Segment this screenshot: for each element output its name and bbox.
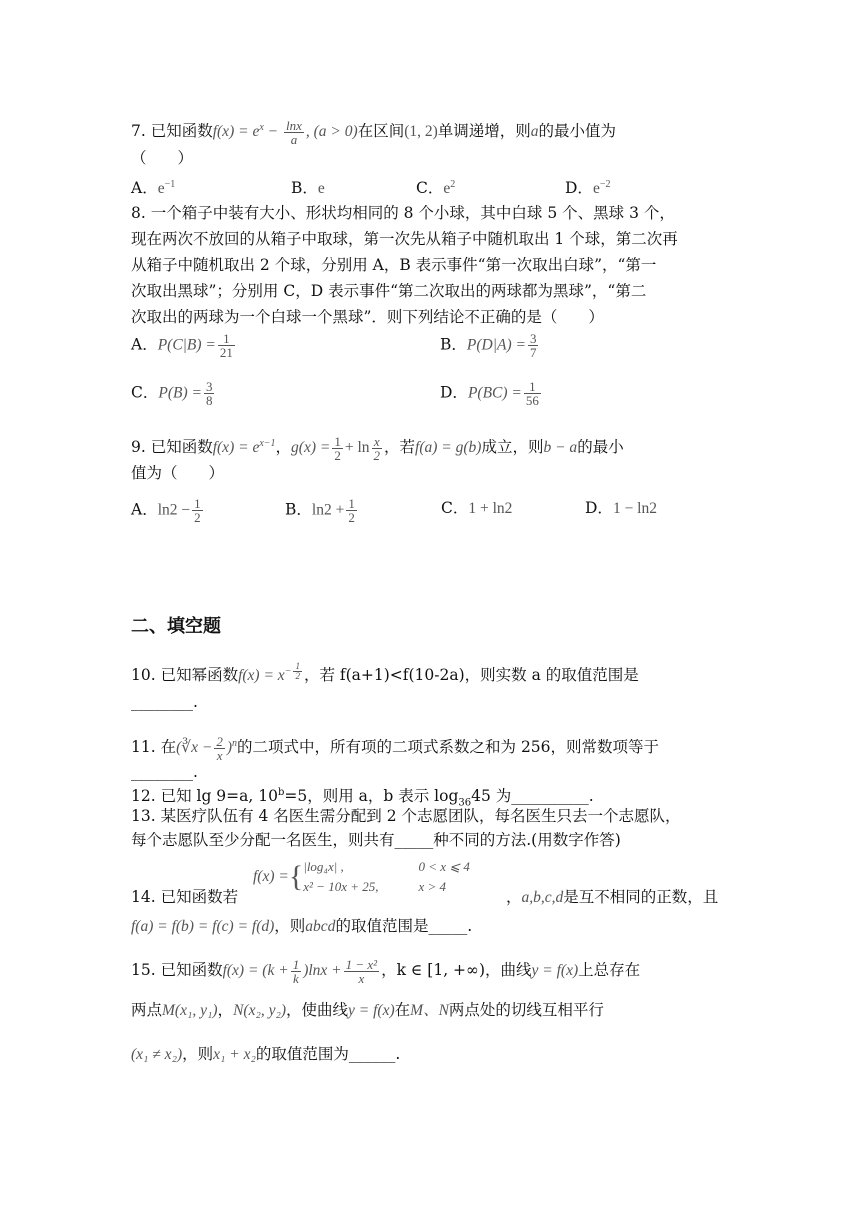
question-11: 11. 在(∛x − $\frac{2}{x}$ )$^n$的二项式中，所有项的二项式系数之和为 256，则常数项等于 — [131, 734, 660, 764]
q7-interval: (1, 2) — [404, 123, 438, 141]
q9-option-b: B．ln2 + $\frac{1}{2}$ — [285, 496, 355, 525]
question-14-vars: ，a,b,c,d是互不相同的正数，且 — [506, 888, 719, 906]
q8-line-3: 从箱子中随机取出 2 个球，分别用 A，B 表示事件“第一次取出白球”，“第一 — [131, 256, 657, 274]
question-7-paren: （ ） — [131, 149, 194, 167]
question-10: 10. 已知幂函数$f(x) = x^{- \frac{1}{2}}$ ，若 f(a+1)<f(10-2a)，则实数 a 的取值范围是 — [131, 661, 639, 685]
question-15-stem: 15. 已知函数f(x) = (k + $\frac{1}{k}$ )lnx + $\frac{\text{1 − x²}}{x}$ ，k ∈ [1, +∞)，曲线y = f(x)上总存在 — [131, 957, 641, 986]
question-12: 12. 已知 lg 9=a, $10^b=5$，则用 a，b 表示 $\log_{36}45$ 为__________. — [131, 787, 594, 809]
question-9-stem: 9. 已知函数$f(x) = e^{x-1}$，g(x) = $\frac{1}{2}$ + ln $\frac{x}{2}$ ，若f(a) = g(b)成立，则b − a的最小 — [131, 433, 624, 463]
q13-line-1: 13. 某医疗队伍有 4 名医生需分配到 2 个志愿团队，每名医生只去一个志愿队， — [131, 807, 681, 825]
q9-option-d: D．1 − ln2 — [585, 499, 657, 517]
q8-line-2: 现在两次不放回的从箱子中取球，第一次先从箱子中随机取出 1 个球，第二次再 — [131, 230, 678, 248]
q8-option-b: B．P(D|A) = $\frac{3}{7}$ — [440, 331, 537, 360]
q8-option-d: D．P(BC) = $\frac{1}{56}$ — [440, 379, 539, 408]
question-11-blank: ________. — [131, 763, 198, 781]
question-14-line2: f(a) = f(b) = f(c) = f(d)，则abcd的取值范围是_____. — [131, 917, 473, 935]
q14-piecewise: f(x) ={|log₄x| , x² − 10x + 25,0 < x ⩽ 4 x > 4 — [253, 859, 470, 894]
q8-line-1: 8. 一个箱子中装有大小、形状均相同的 8 个小球，其中白球 5 个、黑球 3 个， — [131, 204, 675, 222]
question-7-stem: 7. 已知函数$f(x) = e^x$ − $\frac{\ln x}{a}$ , (a > 0)在区间(1, 2)单调递增，则a的最小值为 — [131, 118, 617, 148]
q7-function: $f(x) = e^x$ − $\frac{\ln x}{a}$ , (a > 0) — [212, 118, 358, 148]
question-9-line2: 值为（ ） — [131, 464, 225, 482]
q13-line-2: 每个志愿队至少分配一名医生，则共有_____种不同的方法.(用数字作答) — [131, 831, 621, 849]
q7-prefix: 7. 已知函数 — [131, 122, 213, 141]
q7-option-d: D．$e^{-2}$ — [565, 179, 611, 198]
question-14-stem: 14. 已知函数若 — [131, 888, 239, 906]
q9-option-c: C．1 + ln2 — [441, 499, 513, 517]
q9-option-a: A．ln2 − $\frac{1}{2}$ — [131, 496, 201, 525]
q8-option-c: C．P(B) = $\frac{3}{8}$ — [131, 379, 213, 408]
question-15-line3: (x₁ ≠ x₂)，则x₁ + x₂的取值范围为______. — [131, 1045, 401, 1063]
q7-option-b: B．e — [291, 179, 325, 198]
q7-option-c: C．$e^2$ — [416, 179, 456, 198]
question-10-blank: ________. — [131, 693, 198, 711]
q7-option-a: A．$e^{-1}$ — [131, 179, 176, 198]
section-heading: 二、填空题 — [131, 616, 221, 637]
q8-line-4: 次取出黑球”；分别用 C，D 表示事件“第二次取出的两球都为黑球”，“第二 — [131, 282, 647, 300]
question-15-line2: 两点M(x₁, y₁)，N(x₂, y₂)，使曲线y = f(x)在M、N两点处的切线互相平行 — [131, 1001, 604, 1019]
q8-line-5: 次取出的两球为一个白球一个黑球”．则下列结论不正确的是（ ） — [131, 308, 604, 326]
q8-option-a: A．P(C|B) = $\frac{1}{21}$ — [131, 331, 233, 360]
